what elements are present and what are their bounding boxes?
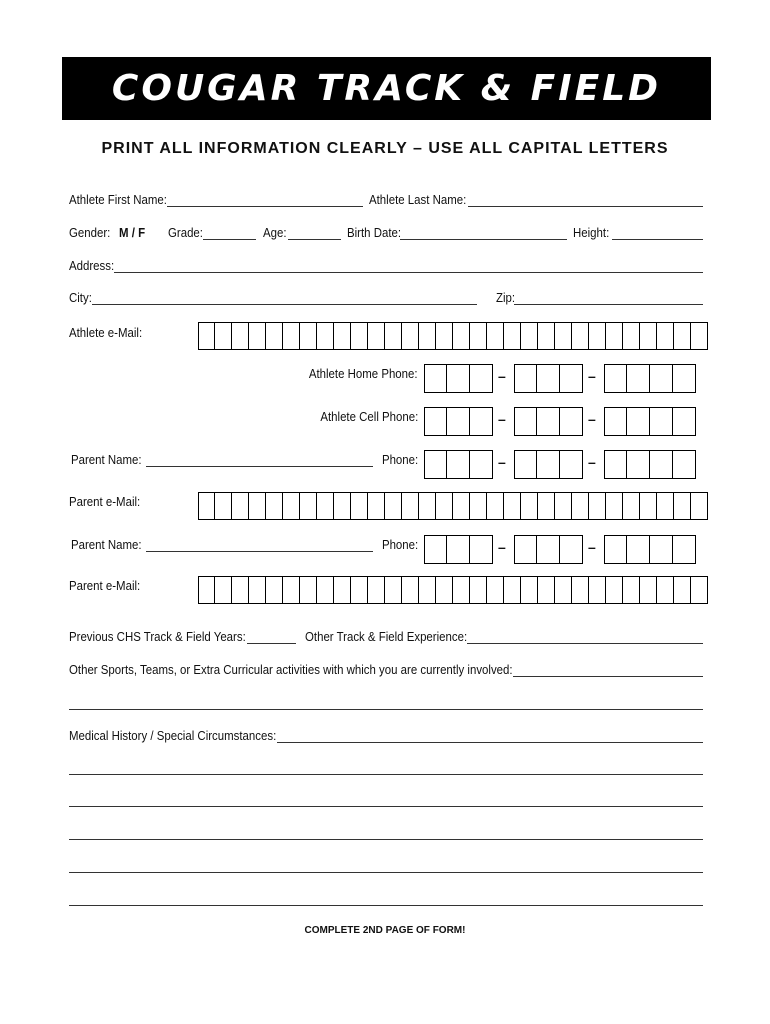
char-box[interactable] — [470, 407, 493, 436]
char-box[interactable] — [283, 576, 300, 604]
char-box[interactable] — [521, 576, 538, 604]
grade-field[interactable] — [203, 239, 256, 240]
char-box[interactable] — [424, 407, 447, 436]
address-field[interactable] — [114, 272, 703, 273]
char-box[interactable] — [470, 535, 493, 564]
char-box[interactable] — [470, 322, 487, 350]
char-box[interactable] — [572, 492, 589, 520]
zip-field[interactable] — [514, 304, 703, 305]
medical-line-6[interactable] — [69, 905, 703, 906]
char-box[interactable] — [402, 492, 419, 520]
char-box[interactable] — [351, 576, 368, 604]
first-name-label: Athlete First Name: — [69, 192, 167, 207]
parent-phone-1-area-code[interactable] — [424, 450, 493, 479]
char-box[interactable] — [560, 450, 583, 479]
char-box[interactable] — [436, 576, 453, 604]
char-box[interactable] — [604, 364, 627, 393]
parent-name-1-field[interactable] — [146, 466, 373, 467]
parent-email-2-label: Parent e-Mail: — [69, 578, 141, 593]
parent-phone-2-prefix[interactable] — [514, 535, 583, 564]
home-phone-area-code[interactable] — [424, 364, 493, 393]
char-box[interactable] — [424, 535, 447, 564]
birth-date-field[interactable] — [400, 239, 567, 240]
char-box[interactable] — [589, 322, 606, 350]
char-box[interactable] — [537, 407, 560, 436]
medical-label: Medical History / Special Circumstances: — [69, 728, 277, 743]
home-phone-prefix[interactable] — [514, 364, 583, 393]
char-box[interactable] — [215, 492, 232, 520]
char-box[interactable] — [538, 492, 555, 520]
char-box[interactable] — [521, 492, 538, 520]
char-box[interactable] — [351, 322, 368, 350]
char-box[interactable] — [368, 492, 385, 520]
cell-phone-dash-2: – — [588, 411, 596, 427]
char-box[interactable] — [470, 364, 493, 393]
form-title: COUGAR TRACK & FIELD — [111, 68, 662, 109]
char-box[interactable] — [555, 576, 572, 604]
char-box[interactable] — [351, 492, 368, 520]
medical-field[interactable] — [277, 742, 703, 743]
prev-years-label: Previous CHS Track & Field Years: — [69, 629, 246, 644]
char-box[interactable] — [447, 450, 470, 479]
char-box[interactable] — [215, 576, 232, 604]
char-box[interactable] — [232, 576, 249, 604]
char-box[interactable] — [640, 322, 657, 350]
char-box[interactable] — [627, 407, 650, 436]
char-box[interactable] — [436, 322, 453, 350]
parent-email-1-label: Parent e-Mail: — [69, 494, 141, 509]
char-box[interactable] — [504, 492, 521, 520]
char-box[interactable] — [215, 322, 232, 350]
char-box[interactable] — [555, 322, 572, 350]
char-box[interactable] — [385, 492, 402, 520]
char-box[interactable] — [537, 450, 560, 479]
char-box[interactable] — [487, 576, 504, 604]
char-box[interactable] — [198, 492, 215, 520]
char-box[interactable] — [650, 364, 673, 393]
char-box[interactable] — [514, 364, 537, 393]
age-label: Age: — [263, 225, 287, 240]
parent-email-2-boxes[interactable] — [198, 576, 708, 604]
char-box[interactable] — [470, 576, 487, 604]
char-box[interactable] — [447, 364, 470, 393]
char-box[interactable] — [368, 322, 385, 350]
char-box[interactable] — [436, 492, 453, 520]
char-box[interactable] — [249, 492, 266, 520]
char-box[interactable] — [368, 576, 385, 604]
char-box[interactable] — [283, 492, 300, 520]
char-box[interactable] — [283, 322, 300, 350]
parent-phone-1-prefix[interactable] — [514, 450, 583, 479]
char-box[interactable] — [266, 576, 283, 604]
char-box[interactable] — [232, 322, 249, 350]
parent-phone-1-label: Phone: — [381, 452, 418, 467]
char-box[interactable] — [334, 576, 351, 604]
athlete-email-label: Athlete e-Mail: — [69, 325, 143, 340]
prev-years-field[interactable] — [247, 643, 296, 644]
char-box[interactable] — [673, 450, 696, 479]
char-box[interactable] — [447, 407, 470, 436]
char-box[interactable] — [317, 322, 334, 350]
home-phone-dash-2: – — [588, 368, 596, 384]
char-box[interactable] — [673, 407, 696, 436]
parent-phone-2-dash-2: – — [588, 539, 596, 555]
parent-name-1-label: Parent Name: — [71, 452, 142, 467]
char-box[interactable] — [424, 364, 447, 393]
medical-line-2[interactable] — [69, 774, 703, 775]
char-box[interactable] — [504, 576, 521, 604]
last-name-label: Athlete Last Name: — [369, 192, 467, 207]
char-box[interactable] — [538, 576, 555, 604]
char-box[interactable] — [623, 492, 640, 520]
char-box[interactable] — [300, 576, 317, 604]
height-label: Height: — [573, 225, 610, 240]
char-box[interactable] — [657, 322, 674, 350]
cell-phone-label: Athlete Cell Phone: — [320, 409, 418, 424]
char-box[interactable] — [627, 535, 650, 564]
height-field[interactable] — [612, 239, 703, 240]
char-box[interactable] — [589, 576, 606, 604]
char-box[interactable] — [560, 407, 583, 436]
char-box[interactable] — [470, 450, 493, 479]
char-box[interactable] — [572, 322, 589, 350]
char-box[interactable] — [606, 492, 623, 520]
char-box[interactable] — [640, 576, 657, 604]
char-box[interactable] — [424, 450, 447, 479]
age-field[interactable] — [288, 239, 341, 240]
parent-email-1-boxes[interactable] — [198, 492, 708, 520]
char-box[interactable] — [537, 364, 560, 393]
other-experience-field[interactable] — [467, 643, 703, 644]
home-phone-dash-1: – — [498, 368, 506, 384]
other-sports-label: Other Sports, Teams, or Extra Curricular activities with which you are currently involved: — [69, 662, 513, 677]
char-box[interactable] — [487, 492, 504, 520]
parent-phone-2-label: Phone: — [381, 537, 418, 552]
char-box[interactable] — [627, 450, 650, 479]
char-box[interactable] — [249, 576, 266, 604]
char-box[interactable] — [232, 492, 249, 520]
parent-name-2-field[interactable] — [146, 551, 373, 552]
char-box[interactable] — [606, 322, 623, 350]
char-box[interactable] — [198, 322, 215, 350]
char-box[interactable] — [514, 407, 537, 436]
gender-label: Gender: — [69, 225, 111, 240]
char-box[interactable] — [606, 576, 623, 604]
parent-phone-2-line[interactable] — [604, 535, 696, 564]
char-box[interactable] — [673, 535, 696, 564]
home-phone-line[interactable] — [604, 364, 696, 393]
last-name-field[interactable] — [468, 206, 703, 207]
char-box[interactable] — [604, 407, 627, 436]
char-box[interactable] — [453, 322, 470, 350]
char-box[interactable] — [650, 450, 673, 479]
first-name-field[interactable] — [167, 206, 363, 207]
title-banner — [62, 57, 711, 120]
char-box[interactable] — [572, 576, 589, 604]
char-box[interactable] — [627, 364, 650, 393]
char-box[interactable] — [334, 322, 351, 350]
char-box[interactable] — [266, 322, 283, 350]
instructions: PRINT ALL INFORMATION CLEARLY – USE ALL CAPITAL LETTERS — [101, 140, 669, 157]
char-box[interactable] — [470, 492, 487, 520]
zip-label: Zip: — [496, 290, 516, 305]
char-box[interactable] — [453, 576, 470, 604]
parent-phone-1-dash-2: – — [588, 454, 596, 470]
athlete-email-boxes[interactable] — [198, 322, 708, 350]
birth-date-label: Birth Date: — [347, 225, 402, 240]
char-box[interactable] — [560, 535, 583, 564]
char-box[interactable] — [317, 492, 334, 520]
parent-phone-2-area-code[interactable] — [424, 535, 493, 564]
char-box[interactable] — [691, 492, 708, 520]
char-box[interactable] — [521, 322, 538, 350]
char-box[interactable] — [419, 492, 436, 520]
char-box[interactable] — [514, 535, 537, 564]
footer-note: COMPLETE 2ND PAGE OF FORM! — [304, 925, 466, 936]
char-box[interactable] — [385, 322, 402, 350]
medical-line-3[interactable] — [69, 806, 703, 807]
gender-options[interactable]: M / F — [119, 225, 146, 240]
char-box[interactable] — [419, 576, 436, 604]
char-box[interactable] — [537, 535, 560, 564]
city-label: City: — [69, 290, 92, 305]
cell-phone-line[interactable] — [604, 407, 696, 436]
char-box[interactable] — [317, 576, 334, 604]
char-box[interactable] — [623, 322, 640, 350]
char-box[interactable] — [674, 322, 691, 350]
parent-phone-2-dash-1: – — [498, 539, 506, 555]
char-box[interactable] — [514, 450, 537, 479]
cell-phone-area-code[interactable] — [424, 407, 493, 436]
other-sports-field[interactable] — [513, 676, 703, 677]
grade-label: Grade: — [168, 225, 203, 240]
char-box[interactable] — [402, 576, 419, 604]
char-box[interactable] — [623, 576, 640, 604]
char-box[interactable] — [300, 492, 317, 520]
char-box[interactable] — [657, 576, 674, 604]
other-experience-label: Other Track & Field Experience: — [305, 629, 468, 644]
char-box[interactable] — [334, 492, 351, 520]
char-box[interactable] — [504, 322, 521, 350]
char-box[interactable] — [402, 322, 419, 350]
char-box[interactable] — [640, 492, 657, 520]
char-box[interactable] — [385, 576, 402, 604]
char-box[interactable] — [447, 535, 470, 564]
address-label: Address: — [69, 258, 115, 273]
city-field[interactable] — [92, 304, 477, 305]
char-box[interactable] — [560, 364, 583, 393]
parent-name-2-label: Parent Name: — [71, 537, 142, 552]
char-box[interactable] — [453, 492, 470, 520]
parent-phone-1-dash-1: – — [498, 454, 506, 470]
char-box[interactable] — [538, 322, 555, 350]
char-box[interactable] — [691, 576, 708, 604]
char-box[interactable] — [604, 450, 627, 479]
medical-line-5[interactable] — [69, 872, 703, 873]
char-box[interactable] — [673, 364, 696, 393]
char-box[interactable] — [266, 492, 283, 520]
char-box[interactable] — [674, 576, 691, 604]
parent-phone-1-line[interactable] — [604, 450, 696, 479]
cell-phone-dash-1: – — [498, 411, 506, 427]
char-box[interactable] — [198, 576, 215, 604]
char-box[interactable] — [589, 492, 606, 520]
char-box[interactable] — [674, 492, 691, 520]
medical-line-4[interactable] — [69, 839, 703, 840]
other-sports-line-2[interactable] — [69, 709, 703, 710]
char-box[interactable] — [249, 322, 266, 350]
cell-phone-prefix[interactable] — [514, 407, 583, 436]
char-box[interactable] — [650, 535, 673, 564]
char-box[interactable] — [691, 322, 708, 350]
char-box[interactable] — [555, 492, 572, 520]
char-box[interactable] — [419, 322, 436, 350]
char-box[interactable] — [487, 322, 504, 350]
char-box[interactable] — [300, 322, 317, 350]
char-box[interactable] — [604, 535, 627, 564]
char-box[interactable] — [650, 407, 673, 436]
char-box[interactable] — [657, 492, 674, 520]
home-phone-label: Athlete Home Phone: — [309, 366, 418, 381]
